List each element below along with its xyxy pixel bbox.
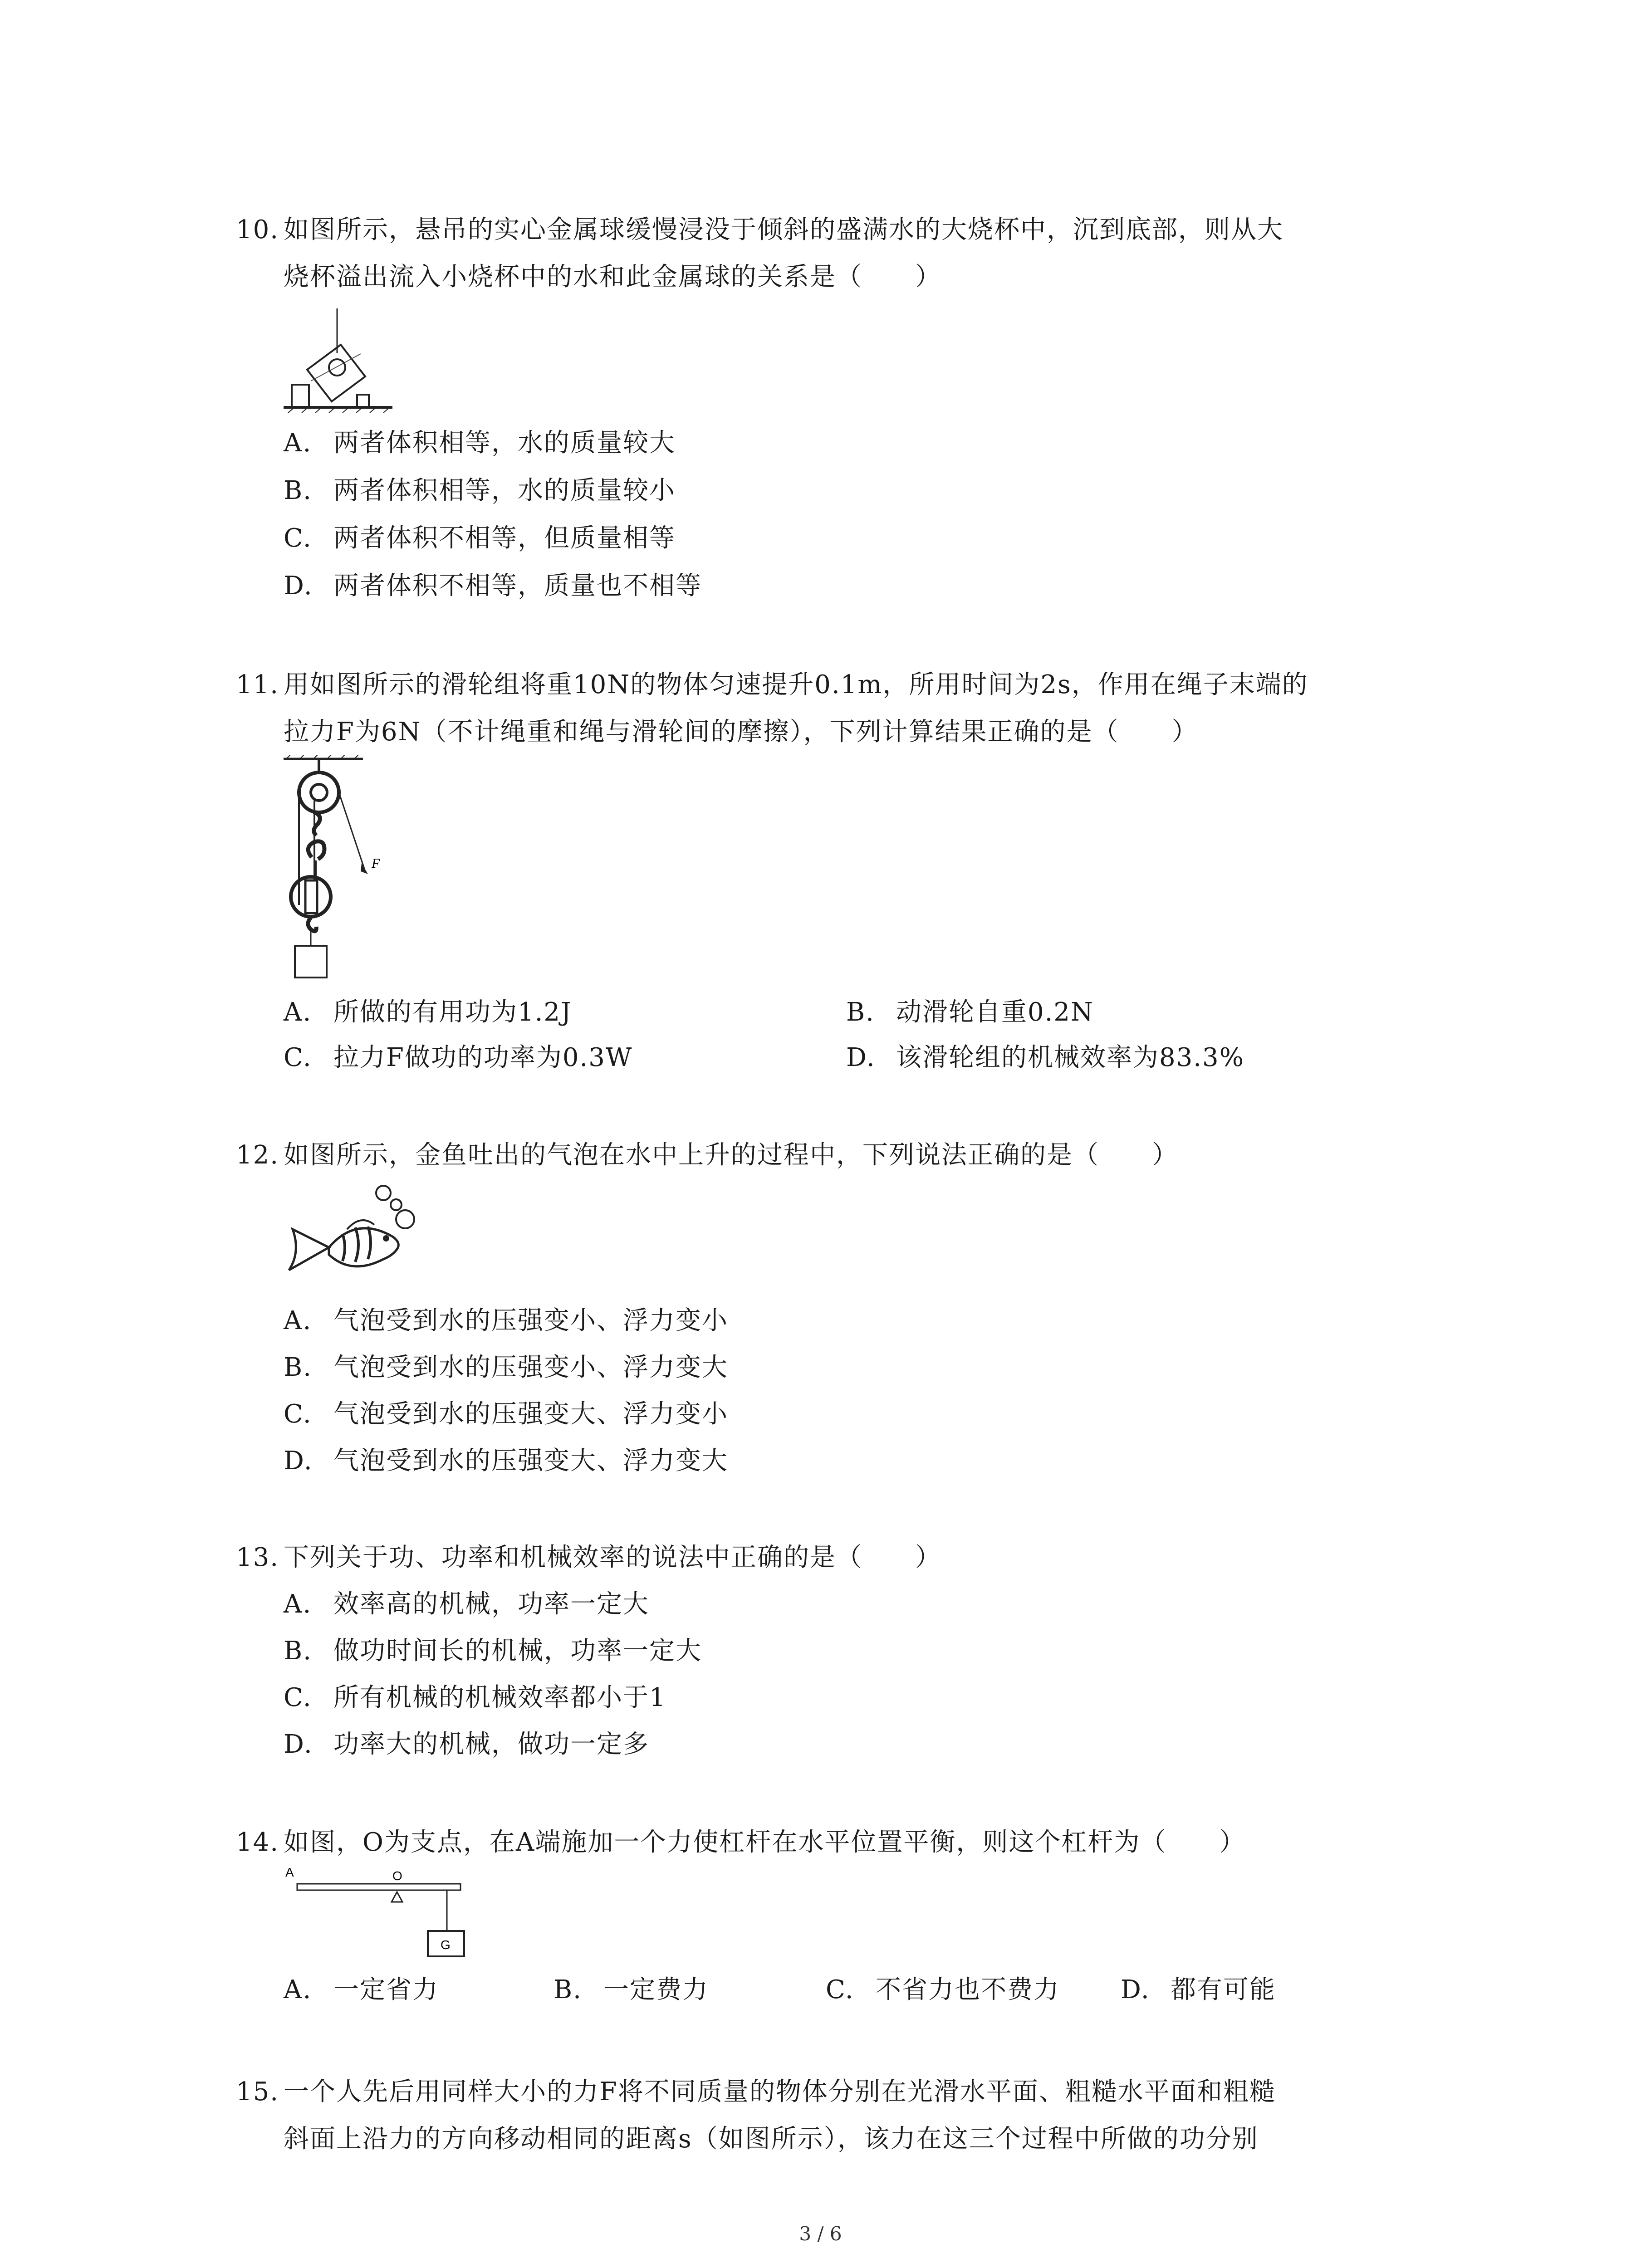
question-13-option-a[interactable]: A. 效率高的机械，功率一定大 [284, 1589, 649, 1619]
question-11-option-c[interactable]: C. 拉力F做功的功率为0.3W [284, 1043, 633, 1072]
question-text: 烧杯溢出流入小烧杯中的水和此金属球的关系是（ ） [284, 262, 941, 292]
question-13-option-c[interactable]: C. 所有机械的机械效率都小于1 [284, 1683, 666, 1712]
question-12-option-a[interactable]: A. 气泡受到水的压强变小、浮力变小 [284, 1306, 728, 1335]
question-14 [236, 1819, 1484, 1866]
lever-figure [284, 1862, 483, 1960]
question-13-option-d[interactable]: D. 功率大的机械，做功一定多 [284, 1730, 649, 1759]
question-10-option-d[interactable]: D. 两者体积不相等，质量也不相等 [284, 571, 702, 601]
lever-label-o: O [392, 1869, 402, 1883]
lever-label-a: A [285, 1865, 294, 1879]
pulley-system-figure [284, 755, 388, 982]
question-12-option-c[interactable]: C. 气泡受到水的压强变大、浮力变小 [284, 1399, 728, 1429]
question-number: 14. [236, 1828, 279, 1857]
question-14-option-c[interactable]: C. 不省力也不费力 [826, 1975, 1060, 2004]
question-text: 如图所示，悬吊的实心金属球缓慢浸没于倾斜的盛满水的大烧杯中，沉到底部，则从大 [284, 215, 1283, 244]
beaker-overflow-figure [284, 308, 392, 413]
question-text: 如图，O为支点，在A端施加一个力使杠杆在水平位置平衡，则这个杠杆为（ ） [284, 1828, 1246, 1857]
question-text: 斜面上沿力的方向移动相同的距离s（如图所示），该力在这三个过程中所做的功分别 [284, 2124, 1259, 2154]
question-12-option-d[interactable]: D. 气泡受到水的压强变大、浮力变大 [284, 1446, 728, 1476]
question-14-option-d[interactable]: D. 都有可能 [1121, 1975, 1276, 2004]
question-10 [236, 206, 1484, 301]
question-11-option-d[interactable]: D. 该滑轮组的机械效率为83.3% [846, 1043, 1244, 1072]
question-text: 一个人先后用同样大小的力F将不同质量的物体分别在光滑水平面、粗糙水平面和粗糙 [284, 2077, 1276, 2107]
question-10-option-c[interactable]: C. 两者体积不相等，但质量相等 [284, 523, 676, 553]
question-text: 拉力F为6N（不计绳重和绳与滑轮间的摩擦），下列计算结果正确的是（ ） [284, 717, 1198, 747]
question-12 [236, 1132, 1484, 1179]
goldfish-bubbles-figure [284, 1179, 447, 1293]
question-10-option-b[interactable]: B. 两者体积相等，水的质量较小 [284, 476, 676, 505]
question-number: 13. [236, 1543, 279, 1572]
question-11-option-a[interactable]: A. 所做的有用功为1.2J [284, 997, 572, 1027]
question-number: 11. [236, 670, 279, 699]
question-number: 12. [236, 1140, 279, 1170]
question-number: 15. [236, 2077, 279, 2107]
question-text: 下列关于功、功率和机械效率的说法中正确的是（ ） [284, 1543, 941, 1572]
page-number: 3 / 6 [799, 2223, 842, 2245]
question-14-option-b[interactable]: B. 一定费力 [554, 1975, 709, 2004]
question-text: 如图所示，金鱼吐出的气泡在水中上升的过程中，下列说法正确的是（ ） [284, 1140, 1178, 1170]
force-label-f: F [372, 856, 380, 871]
question-11-option-b[interactable]: B. 动滑轮自重0.2N [846, 997, 1094, 1027]
question-12-option-b[interactable]: B. 气泡受到水的压强变小、浮力变大 [284, 1353, 728, 1382]
question-15 [236, 2068, 1484, 2163]
question-10-option-a[interactable]: A. 两者体积相等，水的质量较大 [284, 428, 676, 458]
question-14-option-a[interactable]: A. 一定省力 [284, 1975, 439, 2004]
weight-label-g: G [441, 1938, 451, 1952]
question-text: 用如图所示的滑轮组将重10N的物体匀速提升0.1m，所用时间为2s，作用在绳子末端的 [284, 670, 1308, 699]
question-13 [236, 1534, 1484, 1581]
question-11 [236, 661, 1484, 756]
question-13-option-b[interactable]: B. 做功时间长的机械，功率一定大 [284, 1636, 702, 1666]
question-number: 10. [236, 215, 279, 244]
